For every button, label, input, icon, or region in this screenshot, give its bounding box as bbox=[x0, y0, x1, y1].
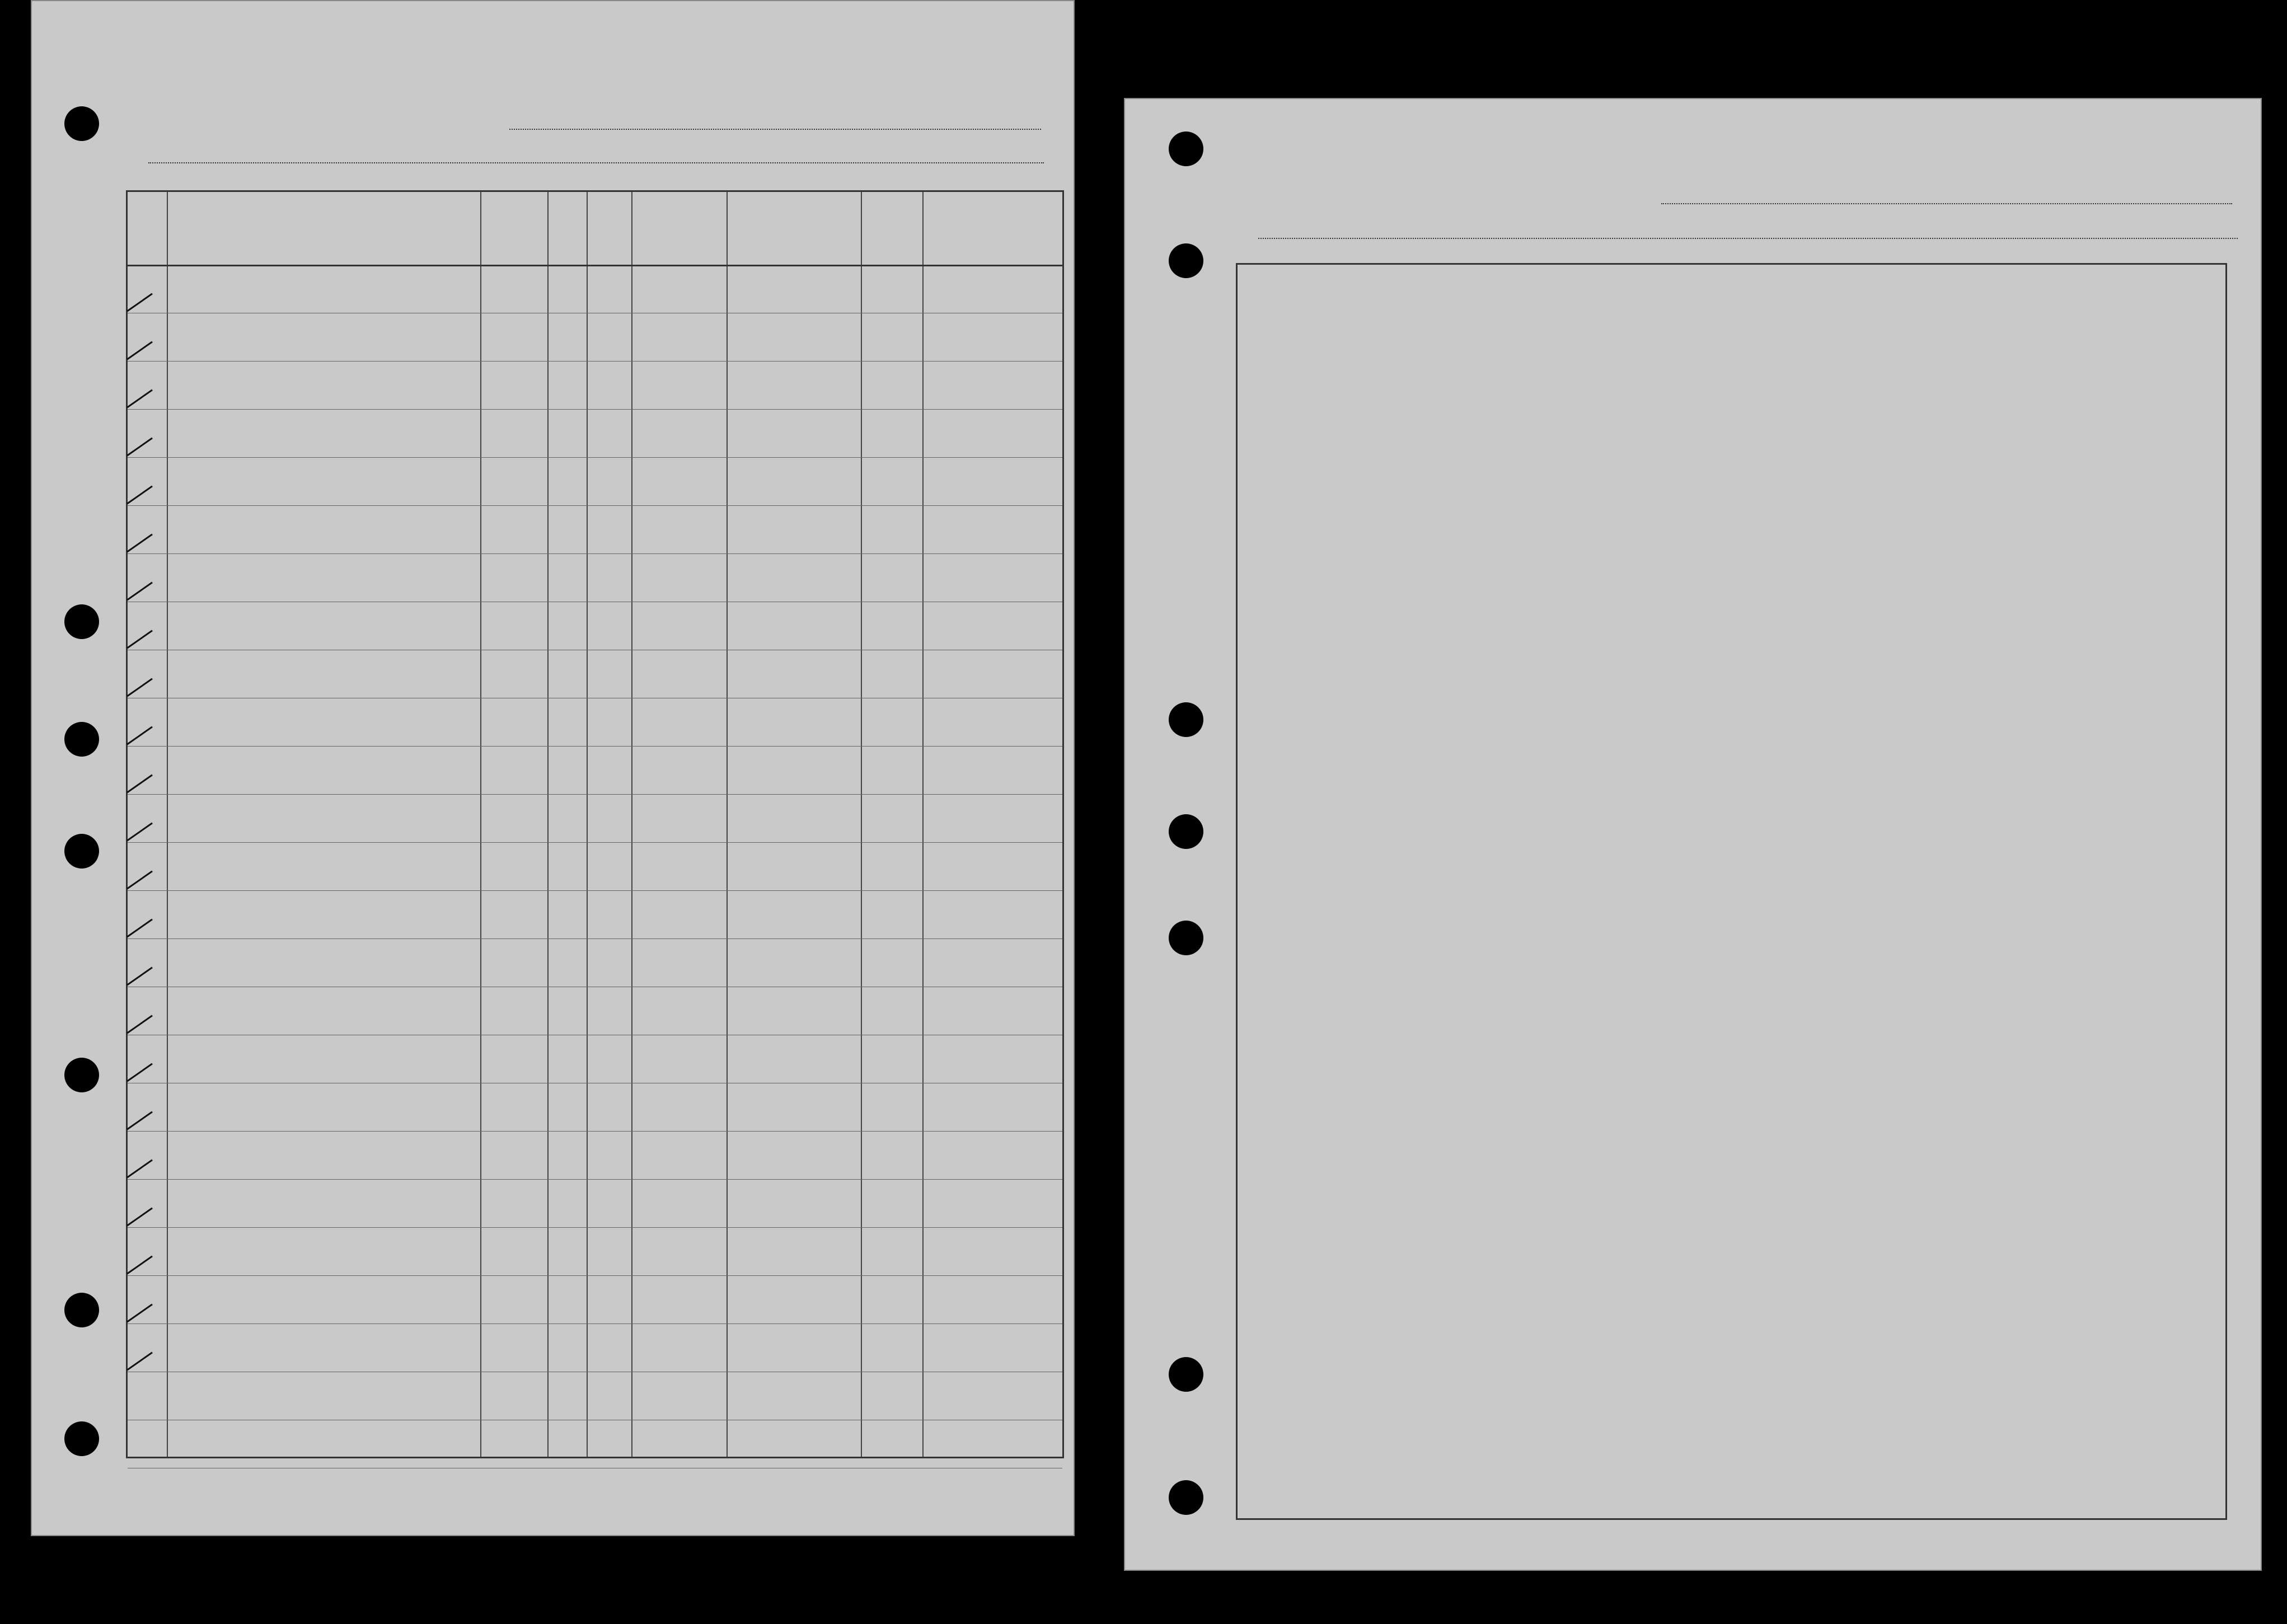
punch-hole bbox=[64, 834, 99, 869]
table-row bbox=[128, 890, 1062, 938]
manifest-page-55 bbox=[31, 0, 1075, 1536]
table-row bbox=[128, 602, 1062, 650]
punch-hole bbox=[64, 1293, 99, 1327]
punch-hole bbox=[64, 604, 99, 639]
punch-hole bbox=[64, 1421, 99, 1456]
table-row bbox=[128, 987, 1062, 1035]
table-row bbox=[128, 457, 1062, 505]
table-row bbox=[128, 361, 1062, 409]
punch-hole bbox=[1169, 1480, 1203, 1515]
table-row bbox=[128, 1083, 1062, 1131]
table-row bbox=[128, 409, 1062, 457]
table-row bbox=[128, 1131, 1062, 1179]
table-row bbox=[128, 794, 1062, 842]
table-row bbox=[128, 1227, 1062, 1275]
table-row bbox=[128, 1275, 1062, 1323]
manifest-page-56 bbox=[1124, 98, 2262, 1571]
punch-hole bbox=[64, 1058, 99, 1092]
punch-hole bbox=[1169, 243, 1203, 278]
table-row bbox=[128, 313, 1062, 361]
punch-hole bbox=[1169, 132, 1203, 166]
table-row bbox=[128, 746, 1062, 794]
vessel-underline bbox=[1258, 238, 2238, 239]
table-row bbox=[128, 1323, 1062, 1372]
table-row bbox=[128, 1420, 1062, 1468]
punch-hole bbox=[64, 722, 99, 757]
punch-hole bbox=[64, 106, 99, 141]
table-row bbox=[128, 842, 1062, 890]
punch-hole bbox=[1169, 921, 1203, 955]
table-row bbox=[128, 505, 1062, 553]
table-row bbox=[128, 1035, 1062, 1083]
vessel-underline bbox=[148, 162, 1044, 163]
table-row bbox=[128, 553, 1062, 602]
table-row bbox=[128, 265, 1062, 313]
passenger-table bbox=[1236, 263, 2227, 1520]
table-row bbox=[128, 938, 1062, 987]
passenger-table bbox=[126, 190, 1064, 1458]
punch-hole bbox=[1169, 1357, 1203, 1392]
punch-hole bbox=[1169, 702, 1203, 737]
class-underline bbox=[1661, 203, 2232, 204]
table-row bbox=[128, 698, 1062, 746]
table-row bbox=[128, 650, 1062, 698]
table-row bbox=[128, 1179, 1062, 1227]
table-row bbox=[128, 1372, 1062, 1420]
class-underline bbox=[509, 129, 1041, 130]
punch-hole bbox=[1169, 814, 1203, 849]
